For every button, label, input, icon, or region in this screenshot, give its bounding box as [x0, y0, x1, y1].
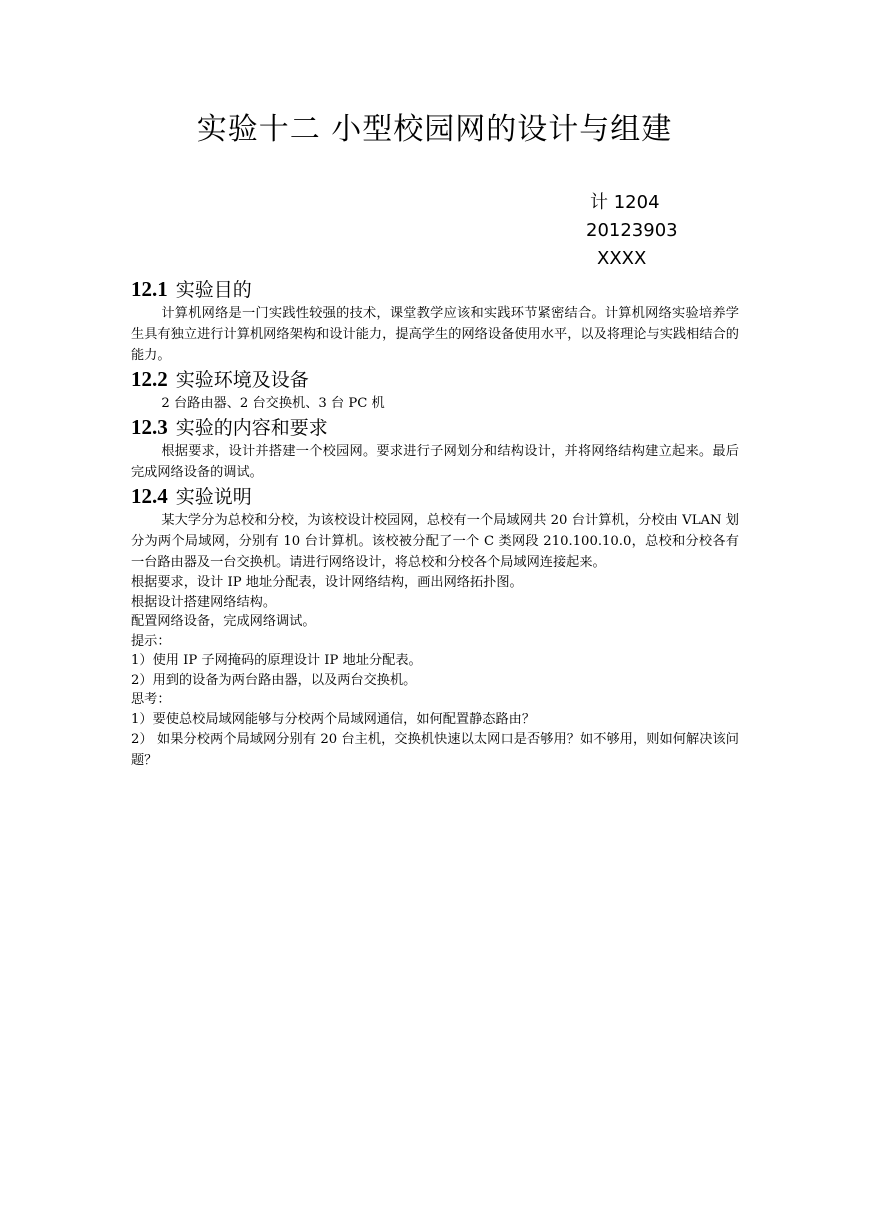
- section-number: 12.4: [131, 484, 168, 508]
- question-item: 1）要使总校局域网能够与分校两个局域网通信，如何配置静态路由？: [131, 711, 536, 727]
- section-number: 12.2: [131, 367, 168, 391]
- section-title: 实验的内容和要求: [175, 417, 328, 439]
- thinking-label: 思考：: [131, 692, 171, 707]
- instruction-line: 根据设计搭建网络结构。: [131, 594, 277, 610]
- instruction-line: 配置网络设备，完成网络调试。: [131, 614, 316, 629]
- section-heading-12-2: [131, 366, 739, 393]
- author-student-id: 20123903: [586, 220, 678, 241]
- hint-item: 2）用到的设备为两台路由器，以及两台交换机。: [131, 672, 417, 688]
- section-heading-12-1: [131, 276, 739, 303]
- section-number: 12.3: [131, 415, 168, 439]
- section-paragraph-purpose: 计算机网络是一门实践性较强的技术，课堂教学应该和实践环节紧密结合。计算机网络实验培养学生具有独立进行计算机网络架构和设计能力，提高学生的网络设备使用水平，以及将理论与实践相结合的能力。: [131, 306, 739, 363]
- page-title: 实验十二 小型校园网的设计与组建: [196, 112, 673, 147]
- section-title: 实验环境及设备: [175, 369, 309, 391]
- question-item: 2） 如果分校两个局域网分别有 20 台主机，交换机快速以太网口是否够用？如不够用，则如何解决该问题？: [131, 732, 739, 768]
- author-class: 计 1204: [590, 192, 660, 213]
- instruction-line: 根据要求，设计 IP 地址分配表，设计网络结构，画出网络拓扑图。: [131, 575, 523, 590]
- hint-item: 1）使用 IP 子网掩码的原理设计 IP 地址分配表。: [131, 653, 422, 668]
- section-number: 12.1: [131, 277, 168, 301]
- section-paragraph-equipment: 2 台路由器、2 台交换机、3 台 PC 机: [161, 396, 385, 411]
- section-paragraph-description: 某大学分为总校和分校，为该校设计校园网，总校有一个局域网共 20 台计算机，分校由 VLAN 划分为两个局域网，分别有 10 台计算机。该校被分配了一个 C 类网段 210.100.10.0，总校和分校各有一台路由器及一台交换机。请进行网络设计，将总校和分校各个局域网连接起来。: [131, 513, 739, 570]
- document-body: [131, 276, 739, 771]
- section-title: 实验说明: [175, 486, 252, 508]
- section-heading-12-3: [131, 414, 739, 441]
- section-heading-12-4: [131, 483, 739, 510]
- hint-label: 提示：: [131, 633, 171, 649]
- author-name: XXXX: [597, 248, 647, 269]
- section-paragraph-requirements: 根据要求，设计并搭建一个校园网。要求进行子网划分和结构设计，并将网络结构建立起来。最后完成网络设备的调试。: [131, 444, 739, 480]
- section-title: 实验目的: [175, 279, 252, 301]
